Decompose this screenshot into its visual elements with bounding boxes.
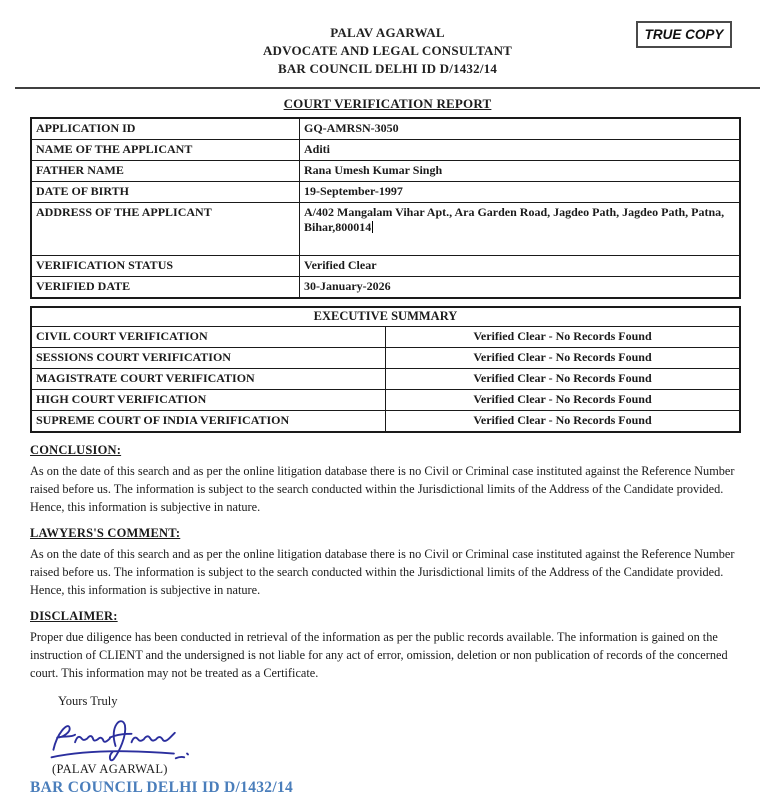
detail-label: DATE OF BIRTH — [31, 182, 300, 203]
detail-label: FATHER NAME — [31, 161, 300, 182]
detail-value: 19-September-1997 — [300, 182, 741, 203]
advocate-name: PALAV AGARWAL — [330, 25, 445, 40]
handwritten-signature — [44, 712, 204, 764]
exec-label: MAGISTRATE COURT VERIFICATION — [31, 369, 386, 390]
exec-value: Verified Clear - No Records Found — [386, 369, 741, 390]
text-cursor — [372, 221, 373, 233]
table-row — [31, 118, 740, 140]
report-title: COURT VERIFICATION REPORT — [283, 96, 492, 111]
table-row — [31, 256, 740, 277]
lawyers-comment-section — [30, 524, 747, 599]
exec-value: Verified Clear - No Records Found — [386, 327, 741, 348]
exec-value: Verified Clear - No Records Found — [386, 390, 741, 411]
lawyers-comment-body: As on the date of this search and as per the online litigation database there is no Civil or Criminal case instituted against the Reference Number raised before us. The information is subject to the search conducted within the Jurisdictional limits of the Address of the Candidate provided. Hence, this information is subjective in nature. — [30, 547, 735, 597]
closing-text: Yours Truly — [58, 694, 118, 708]
table-row — [31, 390, 740, 411]
table-row — [31, 161, 740, 182]
advocate-role: ADVOCATE AND LEGAL CONSULTANT — [262, 43, 513, 58]
executive-summary-title: EXECUTIVE SUMMARY — [31, 307, 740, 327]
exec-label: CIVIL COURT VERIFICATION — [31, 327, 386, 348]
detail-value: Verified Clear — [300, 256, 741, 277]
true-copy-stamp: TRUE COPY — [636, 21, 732, 48]
table-row — [31, 203, 740, 256]
table-row — [31, 140, 740, 161]
exec-label: HIGH COURT VERIFICATION — [31, 390, 386, 411]
table-row — [31, 182, 740, 203]
disclaimer-heading: DISCLAIMER: — [30, 609, 118, 623]
signer-name: (PALAV AGARWAL) — [52, 762, 168, 776]
table-row — [31, 277, 740, 299]
table-row — [31, 411, 740, 433]
detail-value: Aditi — [300, 140, 741, 161]
address-text: A/402 Mangalam Vihar Apt., Ara Garden Road, Jagdeo Path, Jagdeo Path, Patna, Bihar,800014 — [304, 205, 725, 234]
detail-label: VERIFIED DATE — [31, 277, 300, 299]
detail-label: ADDRESS OF THE APPLICANT — [31, 203, 300, 256]
detail-value: GQ-AMRSN-3050 — [300, 118, 741, 140]
exec-label: SESSIONS COURT VERIFICATION — [31, 348, 386, 369]
detail-value: Rana Umesh Kumar Singh — [300, 161, 741, 182]
detail-value — [300, 203, 741, 256]
applicant-details-table — [30, 117, 741, 299]
conclusion-section — [30, 441, 747, 516]
detail-value: 30-January-2026 — [300, 277, 741, 299]
conclusion-body: As on the date of this search and as per the online litigation database there is no Civil or Criminal case instituted against the Reference Number raised before us. The information is subject to the search conducted within the Jurisdictional limits of the Address of the Candidate provided. Hence, this information is subjective in nature. — [30, 464, 735, 514]
executive-summary-table — [30, 306, 741, 433]
detail-label: APPLICATION ID — [31, 118, 300, 140]
advocate-bar-id: BAR COUNCIL DELHI ID D/1432/14 — [277, 61, 498, 76]
exec-label: SUPREME COURT OF INDIA VERIFICATION — [31, 411, 386, 433]
table-row — [31, 307, 740, 327]
disclaimer-body: Proper due diligence has been conducted in retrieval of the information as per the public records available. The information is gained on the instruction of CLIENT and the undersigned is not liable for any act of error, omission, deletion or non publication of records of the concerned court. This information may not be treated as a Certificate. — [30, 630, 728, 680]
table-row — [31, 327, 740, 348]
disclaimer-section — [30, 607, 747, 682]
conclusion-heading: CONCLUSION: — [30, 443, 122, 457]
detail-label: NAME OF THE APPLICANT — [31, 140, 300, 161]
signer-bar-council-id: BAR COUNCIL DELHI ID D/1432/14 — [30, 779, 294, 796]
exec-value: Verified Clear - No Records Found — [386, 411, 741, 433]
table-row — [31, 369, 740, 390]
detail-label: VERIFICATION STATUS — [31, 256, 300, 277]
lawyers-comment-heading: LAWYERS'S COMMENT: — [30, 526, 181, 540]
exec-value: Verified Clear - No Records Found — [386, 348, 741, 369]
table-row — [31, 348, 740, 369]
header-divider — [15, 87, 760, 89]
